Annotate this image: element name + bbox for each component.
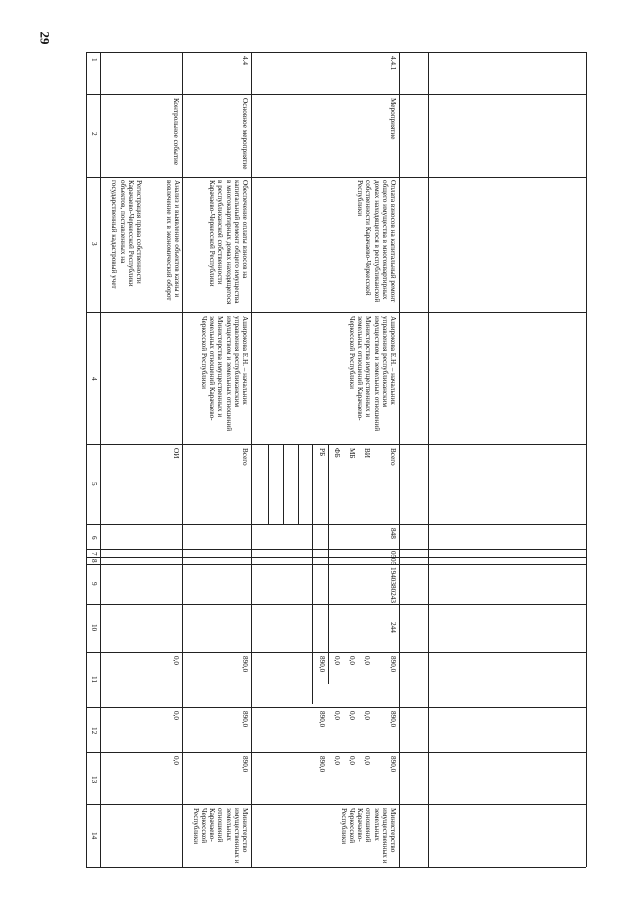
control-value-2: 0,0	[172, 711, 180, 720]
col-sep-12	[86, 752, 586, 753]
rotated-budget-table	[86, 52, 586, 867]
event-44-src-fb: ФБ	[333, 448, 341, 458]
event-441-text: Оплата взносов на капитальный ремонт общего имущества в многоквартирных домах находящегося в республиканской собственности Карачаево-Черкесской Республики	[356, 180, 397, 305]
event-441-type: Мероприятие	[389, 98, 397, 140]
event-44-src-fb-3: 0,0	[333, 756, 341, 765]
event-44-num: 4.4	[241, 56, 249, 65]
control-event-text-1: Регистрация права собственности Карачаево-Черкесской Республики объектов, поставленных на государственный кадастровый учет	[110, 180, 143, 289]
col-num-5: 5	[90, 482, 98, 486]
col-num-12: 12	[90, 727, 98, 735]
col-num-10: 10	[90, 624, 98, 632]
event-44-src-mb-1: 0,0	[348, 656, 356, 665]
event-44-src-fb-2: 0,0	[333, 711, 341, 720]
row-sep-indicator2	[428, 52, 429, 867]
event-44-total-label: Всего	[241, 448, 249, 466]
event-441-value-2: 890,0	[389, 711, 397, 728]
event-441-code-csr: 1940380243	[389, 567, 397, 603]
event-44-src-mb-2: 0,0	[348, 711, 356, 720]
row-sep-event44	[251, 52, 252, 867]
event-44-total-1: 890,0	[241, 656, 249, 673]
event-44-src-vi-2: 0,0	[363, 711, 371, 720]
col-sep-3	[86, 312, 586, 313]
col-num-3: 3	[90, 242, 98, 246]
event-44-executor: Аширокова Е.Н. – начальник управления республиканским имуществом и земельных отношений Министерства имущественных и земельных отношений Карачаево-Черкесской Республики	[199, 316, 249, 433]
table-border-right	[586, 52, 587, 867]
col-sep-7	[86, 557, 586, 558]
col-num-8: 8	[90, 559, 98, 563]
control-oi-label: ОИ	[172, 448, 180, 459]
col-sep-8	[86, 564, 586, 565]
control-event-text-2: Анализ и выявление объектов казны и вовлечение их в экономический оборот	[164, 180, 181, 301]
col-sep-13	[86, 804, 586, 805]
event-44-participant: Министерство имущественных и земельных отношений Карачаево-Черкесской Республики	[191, 808, 249, 866]
control-event-type: Контрольное событие	[172, 98, 180, 166]
event-44-total-3: 890,0	[241, 756, 249, 773]
event-44-src-vi: ВИ	[363, 448, 371, 458]
sub-row-sep-6	[312, 444, 313, 704]
event-44-src-rb-3: 890,0	[318, 756, 326, 773]
col-sep-11	[86, 707, 586, 708]
table-border-top	[86, 52, 586, 53]
event-441-total-label: Всего	[389, 448, 397, 466]
control-value-1: 0,0	[172, 656, 180, 665]
control-value-3: 0,0	[172, 756, 180, 765]
col-num-1: 1	[90, 58, 98, 62]
event-441-code-05a: 05	[389, 551, 397, 559]
event-441-participant: Министерство имущественных и земельных отношений Карачаево-Черкесской Республики	[339, 808, 397, 866]
col-num-14: 14	[90, 832, 98, 840]
col-sep-1	[86, 94, 586, 95]
event-44-src-rb-1: 890,0	[318, 656, 326, 673]
event-441-code-244: 244	[389, 622, 397, 633]
event-44-src-vi-3: 0,0	[363, 756, 371, 765]
event-44-src-fb-1: 0,0	[333, 656, 341, 665]
sub-row-sep-2	[283, 444, 284, 524]
event-441-value-3: 890,0	[389, 756, 397, 773]
event-44-total-2: 890,0	[241, 711, 249, 728]
col-num-7: 7	[90, 552, 98, 556]
col-num-9: 9	[90, 582, 98, 586]
col-sep-5	[86, 524, 586, 525]
event-44-text: Обеспечение оплаты взносов на капитальный ремонт общего имущества в многоквартирных домах находящегося в республиканской собственности Карачаево-Черкесской Республики	[208, 180, 249, 307]
col-sep-2	[86, 177, 586, 178]
sub-row-sep-3	[298, 444, 299, 524]
event-44-src-vi-1: 0,0	[363, 656, 371, 665]
col-sep-6	[86, 549, 586, 550]
event-44-src-rb: РБ	[318, 448, 326, 457]
sub-row-sep-1	[268, 444, 269, 524]
col-num-11: 11	[90, 676, 98, 683]
col-sep-9	[86, 604, 586, 605]
col-num-6: 6	[90, 536, 98, 540]
table-border-bottom	[86, 867, 586, 868]
sub-row-sep-5	[328, 444, 329, 524]
event-44-src-rb-2: 890,0	[318, 711, 326, 728]
table-border-left	[86, 52, 87, 867]
col-num-4: 4	[90, 377, 98, 381]
row-sep-event441	[399, 52, 400, 867]
sub-row-sep-7	[328, 524, 329, 684]
col-num-13: 13	[90, 776, 98, 784]
event-441-value-1: 890,0	[389, 656, 397, 673]
col-num-2: 2	[90, 132, 98, 136]
event-44-src-mb-3: 0,0	[348, 756, 356, 765]
col-sep-4	[86, 444, 586, 445]
event-44-src-mb: МБ	[348, 448, 356, 459]
event-441-code-05b: 05	[389, 558, 397, 566]
event-441-code-848: 848	[389, 528, 397, 539]
row-sep-header	[100, 52, 101, 867]
col-sep-10	[86, 652, 586, 653]
page-number: 29	[37, 31, 53, 45]
row-sep-control	[182, 52, 183, 867]
event-441-num: 4.4.1	[389, 56, 397, 71]
event-441-executor: Аширокова Е.Н. – начальник управления республиканским имуществом и земельных отношений Министерства имущественных и земельных отношений Карачаево-Черкесской Республики	[347, 316, 397, 433]
event-44-type: Основное мероприятие	[241, 98, 249, 170]
